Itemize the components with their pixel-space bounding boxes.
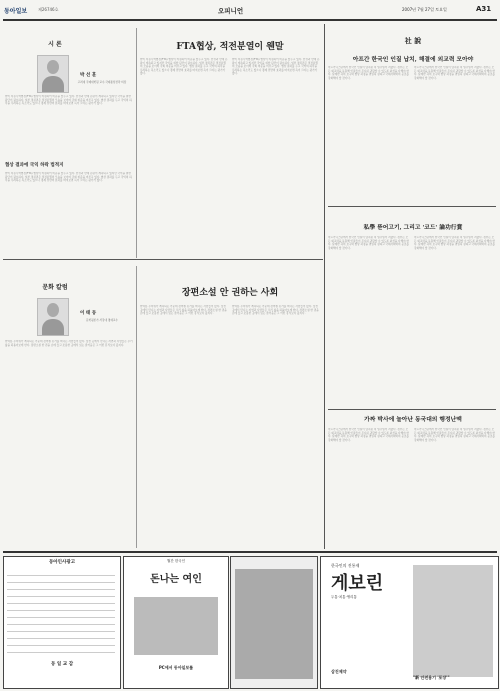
book-title: 돈나는 여인 (150, 574, 202, 585)
drug-tagline: 두통·치통·생리통 (331, 595, 357, 599)
author2-name: 이 태 동 (80, 311, 97, 316)
editorial-rule (328, 206, 496, 207)
page-number: A31 (476, 5, 492, 13)
author2-photo (37, 298, 69, 336)
masthead (0, 0, 500, 20)
author-photo (37, 55, 69, 93)
book-footer: PC에서 동아일보를 (158, 665, 194, 670)
book-ad (123, 556, 229, 689)
ads-top-rule (3, 551, 497, 553)
editorial-title2: 私學 뜯어고기, 그리고 '코드' 論功行賞 (363, 225, 463, 231)
editorial-body-f: 아프가니스탄에서 한국인 인질이 납치된 지 일주일이 지났다. 정부는 모든 외교력을 동원해 인질들이 무사히 귀환할 수 있도록 최선을 다해야 한다. 탈레반 측의 요구와 협상 과정을 면밀히 살피고 국제사회와의 공조를 강화해야 할 것이다. (414, 428, 495, 442)
classified-footer: 동 일 교 감 (50, 662, 74, 667)
editorial-body-c: 아프가니스탄에서 한국인 인질이 납치된 지 일주일이 지났다. 정부는 모든 외교력을 동원해 인질들이 무사히 귀환할 수 있도록 최선을 다해야 한다. 탈레반 측의 요구와 협상 과정을 면밀히 살피고 국제사회와의 공조를 강화해야 할 것이다. (328, 236, 409, 250)
author-title: 고려대 국제대학원 교수·국제통상전략 의장 (77, 81, 127, 84)
editorial-body-b: 아프가니스탄에서 한국인 인질이 납치된 지 일주일이 지났다. 정부는 모든 외교력을 동원해 인질들이 무사히 귀환할 수 있도록 최선을 다해야 한다. 탈레반 측의 요구와 협상 과정을 면밀히 살피고 국제사회와의 공조를 강화해야 할 것이다. (414, 66, 495, 80)
paper-ad (230, 556, 318, 689)
divider (324, 24, 325, 549)
column1-body-cont: 한미 자유무역협정(FTA) 협상이 타결되어 비준을 앞두고 있다. 찬성과 반대 논란이 계속되고 있지만 국익을 위한 판단이 필요하다. 일부 정치권은 적전분열의 모습을 보이며 국회 비준을 미루고 있다. 협상 결과를 두고 국익의 하락을 우려하는 목소리도 있으나 경제 전반의 효과를 따져보면 득이 크다는 평가가 많다. (5, 172, 132, 183)
column2-label: 문화 칼럼 (42, 284, 68, 291)
drug-company: 삼진제약 (331, 669, 347, 674)
column1-label: 시 론 (48, 41, 62, 48)
divider (136, 266, 137, 548)
column1-bottom-rule (3, 259, 323, 260)
column1-subhead: 협상 결과에 국익 하락 법적지 (5, 163, 64, 168)
masthead-rule (3, 19, 497, 21)
column2-main-a: 한여름 무더위가 계속되는 가운데 장마철 휴가를 떠나는 사람들이 많다. 낯선 곳에서 만나는 자연과 사람들은 우리 삶을 되돌아보게 한다. 장편소설 한 권을 손에 들고 조용한 곳에서 읽는 즐거움은 그 어떤 휴식보다 값지다. (140, 305, 227, 316)
editorial-body-a: 아프가니스탄에서 한국인 인질이 납치된 지 일주일이 지났다. 정부는 모든 외교력을 동원해 인질들이 무사히 귀환할 수 있도록 최선을 다해야 한다. 탈레반 측의 요구와 협상 과정을 면밀히 살피고 국제사회와의 공조를 강화해야 할 것이다. (328, 66, 409, 80)
author2-title: 문학평론가·서강대 명예교수 (86, 319, 118, 322)
column2-body: 한여름 무더위가 계속되는 가운데 장마철 휴가를 떠나는 사람들이 많다. 낯선 곳에서 만나는 자연과 사람들은 우리 삶을 되돌아보게 한다. 장편소설 한 권을 손에 들고 조용한 곳에서 읽는 즐거움은 그 어떤 휴식보다 값지다. (5, 340, 133, 347)
drug-ad (320, 556, 499, 689)
classified-ad (3, 556, 121, 689)
column1-main-b: 한미 자유무역협정(FTA) 협상이 타결되어 비준을 앞두고 있다. 찬성과 반대 논란이 계속되고 있지만 국익을 위한 판단이 필요하다. 일부 정치권은 적전분열의 모습을 보이며 국회 비준을 미루고 있다. 협상 결과를 두고 국익의 하락을 우려하는 목소리도 있으나 경제 전반의 효과를 따져보면 득이 크다는 평가가 많다. (232, 58, 320, 76)
editorial-title1: 아프간 한국인 인질 납치, 해결에 외교력 모아야 (352, 57, 474, 63)
editorial-title3: 가짜 박사에 놀아난 동국대의 행정난맥 (364, 417, 462, 423)
column2-title: 장편소설 안 권하는 사회 (181, 288, 279, 298)
drug-slogan: "新 안전용기 '포장'" (413, 675, 450, 680)
column1-main-a: 한미 자유무역협정(FTA) 협상이 타결되어 비준을 앞두고 있다. 찬성과 반대 논란이 계속되고 있지만 국익을 위한 판단이 필요하다. 일부 정치권은 적전분열의 모습을 보이며 국회 비준을 미루고 있다. 협상 결과를 두고 국익의 하락을 우려하는 목소리도 있으나 경제 전반의 효과를 따져보면 득이 크다는 평가가 많다. (140, 58, 228, 76)
divider (136, 28, 137, 258)
editorial-rule (328, 409, 496, 410)
drug-maker: 한국인의 진통제 (331, 563, 360, 568)
column1-title: FTA협상, 적전분열이 웬말 (176, 42, 284, 52)
author-name: 박 선 훈 (80, 73, 97, 78)
drug-name: 게보린 (331, 573, 384, 594)
classified-header: 동아인사광고 (48, 560, 76, 565)
section-title: 오피니언 (218, 7, 244, 15)
book-header: 월간 한국인 (166, 559, 186, 563)
editorial-label: 社 說 (404, 36, 422, 45)
paper-name: 동아일보 (4, 8, 28, 15)
issue-number: 제26746호 (38, 7, 59, 12)
editorial-body-e: 아프가니스탄에서 한국인 인질이 납치된 지 일주일이 지났다. 정부는 모든 외교력을 동원해 인질들이 무사히 귀환할 수 있도록 최선을 다해야 한다. 탈레반 측의 요구와 협상 과정을 면밀히 살피고 국제사회와의 공조를 강화해야 할 것이다. (328, 428, 409, 442)
column2-main-b: 한여름 무더위가 계속되는 가운데 장마철 휴가를 떠나는 사람들이 많다. 낯선 곳에서 만나는 자연과 사람들은 우리 삶을 되돌아보게 한다. 장편소설 한 권을 손에 들고 조용한 곳에서 읽는 즐거움은 그 어떤 휴식보다 값지다. (232, 305, 319, 316)
issue-date: 2007년 7월 27일 토요일 (402, 7, 447, 12)
editorial-body-d: 아프가니스탄에서 한국인 인질이 납치된 지 일주일이 지났다. 정부는 모든 외교력을 동원해 인질들이 무사히 귀환할 수 있도록 최선을 다해야 한다. 탈레반 측의 요구와 협상 과정을 면밀히 살피고 국제사회와의 공조를 강화해야 할 것이다. (414, 236, 495, 250)
column1-body: 한미 자유무역협정(FTA) 협상이 타결되어 비준을 앞두고 있다. 찬성과 반대 논란이 계속되고 있지만 국익을 위한 판단이 필요하다. 일부 정치권은 적전분열의 모습을 보이며 국회 비준을 미루고 있다. 협상 결과를 두고 국익의 하락을 우려하는 목소리도 있으나 경제 전반의 효과를 따져보면 득이 크다는 평가가 많다. (5, 95, 132, 106)
